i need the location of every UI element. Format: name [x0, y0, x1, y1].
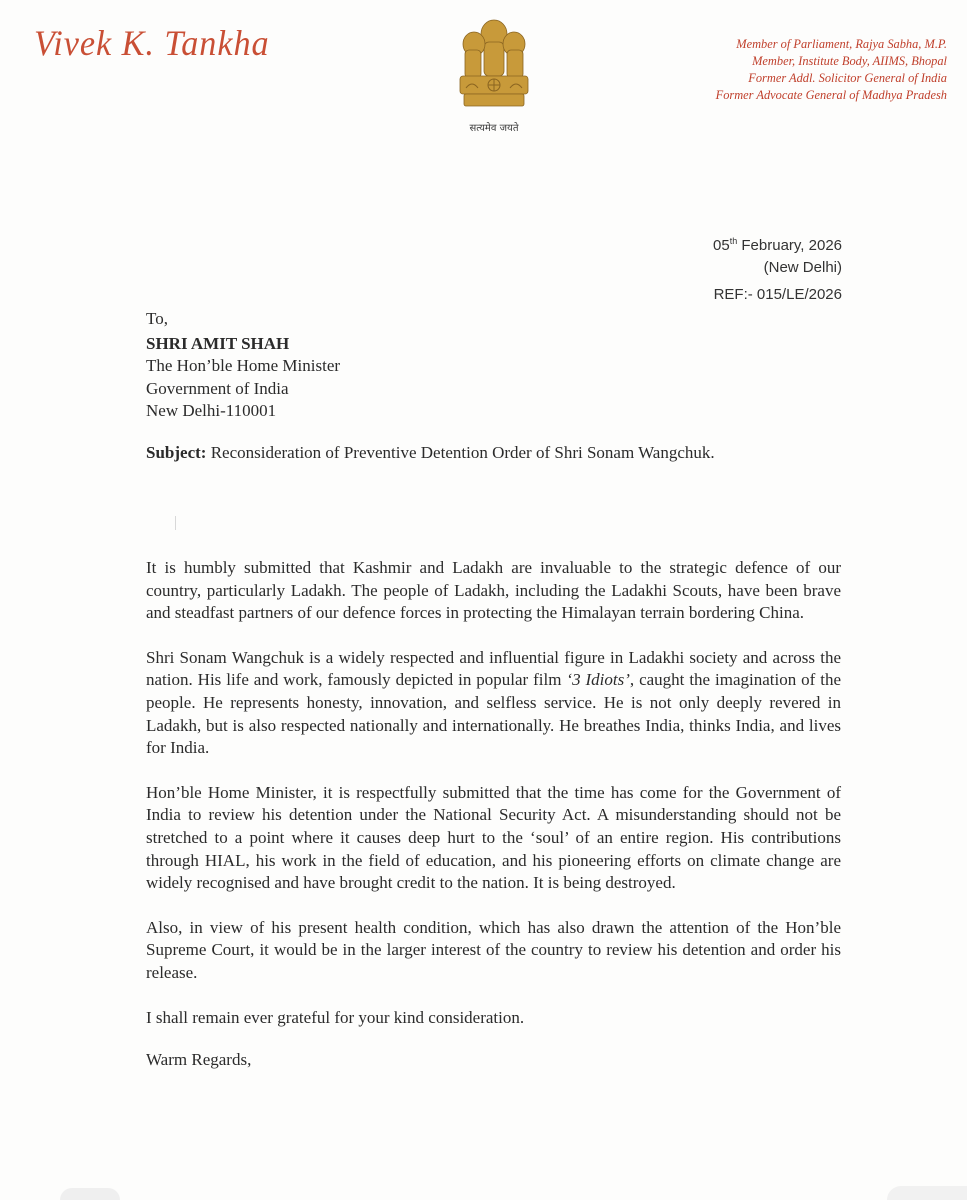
address-line: Government of India [146, 378, 289, 398]
letterhead-name: Vivek K. Tankha [34, 23, 270, 63]
body-paragraph [146, 647, 841, 760]
closing-regards: Warm Regards, [146, 1050, 252, 1070]
letter-date [620, 230, 842, 279]
credential-line: Member, Institute Body, AIIMS, Bhopal [752, 54, 947, 68]
national-emblem [452, 12, 536, 140]
salutation-to: To, [146, 309, 168, 328]
paragraph-text: , caught the imagination of the people. He represents honesty, innovation, and selfless service. He is not only deeply revered in Ladakh, but is also respected nationally and internationally. He breathes India, thinks India, and lives for India. [146, 670, 842, 758]
recipient-address [146, 308, 340, 423]
address-line: New Delhi-110001 [146, 401, 277, 420]
letter-body [146, 557, 841, 1094]
date-day: 05 [713, 237, 730, 254]
subject-text: Reconsideration of Preventive Detention Order of Shri Sonam Wangchuk. [206, 443, 715, 462]
recipient-name: SHRI AMIT SHAH [146, 333, 290, 353]
reference-number: REF:- 015/LE/2026 [713, 286, 842, 303]
date-place: (New Delhi) [763, 259, 842, 276]
body-paragraph: It is humbly submitted that Kashmir and Ladakh are invaluable to the strategic defence of our country, particularly Ladakh. The people of Ladakh, including the Ladakhi Scouts, have been brave and steadfast partners of our defence forces in protecting the Himalayan terrain bordering China. [146, 558, 841, 623]
paragraph-text: Shri Sonam Wangchuk is a widely respected and influential figure in Ladakhi society and across the nation. His life and work, famously depicted in popular film [146, 647, 841, 690]
date-day-suffix: th [729, 236, 738, 246]
credential-line: Former Advocate General of Madhya Pradesh [715, 88, 947, 102]
credential-line: Member of Parliament, Rajya Sabha, M.P. [736, 37, 947, 51]
faint-mark [175, 516, 176, 530]
address-line: The Hon’ble Home Minister [146, 356, 341, 375]
page-edge-shadow [887, 1186, 967, 1200]
page-edge-shadow [60, 1188, 120, 1200]
body-paragraph: Hon’ble Home Minister, it is respectfully submitted that the time has come for the Government of India to review his detention under the National Security Act. A misunderstanding should not be stretched to a point where it causes deep hurt to the ‘soul’ of an entire region. His contributions through HIAL, his work in the field of education, and his pioneering efforts on climate change are widely recognised and have brought credit to the nation. It is being destroyed. [146, 782, 841, 893]
credential-line: Former Addl. Solicitor General of India [748, 71, 947, 85]
letterhead-credentials [617, 36, 947, 104]
body-paragraph: I shall remain ever grateful for your kind consideration. [146, 1007, 525, 1027]
subject-line [146, 443, 715, 463]
emblem-motto: सत्यमेव जयते [469, 123, 519, 134]
subject-label: Subject: [146, 443, 207, 462]
date-month-year: February, 2026 [737, 237, 842, 254]
body-paragraph: Also, in view of his present health condition, which has also drawn the attention of the Hon’ble Supreme Court, it would be in the larger interest of the country to review his detention and order his release. [146, 917, 841, 982]
film-title: ‘3 Idiots’ [566, 670, 630, 690]
lion-capital-icon [452, 12, 536, 124]
